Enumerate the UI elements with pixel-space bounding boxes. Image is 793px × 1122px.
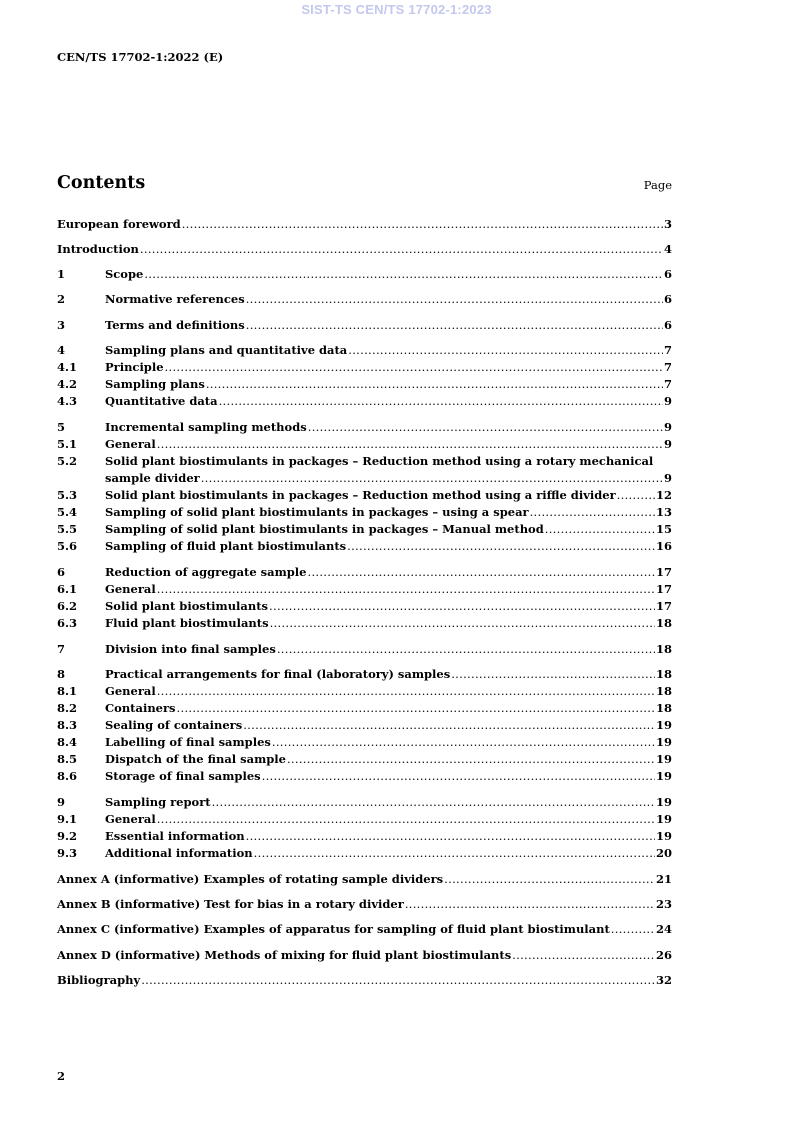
toc-page-number: 17	[655, 565, 672, 579]
toc-title: Sampling of solid plant biostimulants in packages – Manual method	[105, 522, 544, 536]
toc-entry[interactable]	[57, 564, 672, 581]
toc-page-number: 19	[655, 795, 672, 809]
toc-page-number: 20	[655, 846, 672, 860]
toc-title: Annex B (informative) Test for bias in a rotary divider	[57, 897, 404, 911]
toc-entry[interactable]	[57, 521, 672, 538]
toc-title: General	[105, 812, 156, 826]
toc-entry[interactable]	[57, 734, 672, 751]
toc-entry[interactable]	[57, 436, 672, 453]
toc-entry[interactable]	[57, 359, 672, 376]
toc-title: Labelling of final samples	[105, 735, 271, 749]
toc-entry[interactable]	[57, 419, 672, 436]
toc-leader-dots	[451, 666, 655, 683]
toc-entry[interactable]	[57, 700, 672, 717]
toc-page-number: 9	[663, 394, 672, 408]
toc-page-number: 18	[655, 616, 672, 630]
toc-page-number: 19	[655, 735, 672, 749]
toc-title: Incremental sampling methods	[105, 420, 307, 434]
toc-title: Sampling plans	[105, 377, 205, 391]
toc-title: Bibliography	[57, 973, 141, 987]
toc-number: 8.2	[57, 701, 78, 715]
toc-leader-dots	[277, 641, 655, 658]
toc-number: 5.6	[57, 539, 78, 553]
toc-leader-dots	[165, 359, 663, 376]
toc-entry[interactable]	[57, 896, 672, 913]
toc-title: Sampling of solid plant biostimulants in packages – using a spear	[105, 505, 529, 519]
toc-leader-dots	[177, 700, 655, 717]
toc-number: 4.3	[57, 394, 78, 408]
toc-title: European foreword	[57, 217, 181, 231]
toc-leader-dots	[140, 241, 663, 258]
toc-number: 5	[57, 420, 66, 434]
toc-leader-dots	[530, 504, 655, 521]
toc-title: Fluid plant biostimulants	[105, 616, 269, 630]
toc-page-number: 9	[663, 437, 672, 451]
toc-entry[interactable]	[57, 641, 672, 658]
toc-leader-dots	[512, 947, 655, 964]
toc-number: 1	[57, 267, 66, 281]
toc-page-number: 6	[663, 318, 672, 332]
toc-leader-dots	[201, 470, 663, 487]
toc-page-number: 9	[663, 420, 672, 434]
toc-page-number: 18	[655, 701, 672, 715]
toc-page-number: 19	[655, 718, 672, 732]
toc-leader-dots	[254, 845, 655, 862]
toc-title: Practical arrangements for final (laboratory) samples	[105, 667, 451, 681]
toc-entry[interactable]	[57, 683, 672, 700]
toc-title: Reduction of aggregate sample	[105, 565, 307, 579]
toc-entry[interactable]	[57, 615, 672, 632]
toc-leader-dots	[246, 317, 663, 334]
toc-page-number: 23	[655, 897, 672, 911]
toc-number: 6.2	[57, 599, 78, 613]
toc-leader-dots	[157, 436, 663, 453]
toc-title: Sampling plans and quantitative data	[105, 343, 348, 357]
toc-entry[interactable]	[57, 291, 672, 308]
toc-entry[interactable]	[57, 666, 672, 683]
toc-leader-dots	[272, 734, 655, 751]
toc-entry[interactable]	[57, 845, 672, 862]
toc-entry[interactable]	[57, 376, 672, 393]
toc-entry[interactable]	[57, 266, 672, 283]
toc-leader-dots	[206, 376, 663, 393]
toc-page-number: 19	[655, 829, 672, 843]
toc-page-number: 18	[655, 684, 672, 698]
toc-leader-dots	[287, 751, 655, 768]
toc-number: 5.2	[57, 454, 78, 468]
toc-leader-dots	[545, 521, 655, 538]
toc-entry[interactable]	[57, 828, 672, 845]
toc-number: 8.5	[57, 752, 78, 766]
toc-entry[interactable]	[57, 504, 672, 521]
toc-title: Solid plant biostimulants	[105, 599, 269, 613]
toc-leader-dots	[243, 717, 655, 734]
toc-number: 6.3	[57, 616, 78, 630]
toc-title: Solid plant biostimulants in packages – Reduction method using a riffle divider	[105, 488, 616, 502]
toc-leader-dots	[405, 896, 655, 913]
page-number: 2	[57, 1069, 66, 1083]
toc-entry[interactable]	[57, 717, 672, 734]
toc-leader-dots	[157, 811, 655, 828]
toc-number: 5.1	[57, 437, 78, 451]
toc-title: Dispatch of the final sample	[105, 752, 286, 766]
toc-page-number: 17	[655, 599, 672, 613]
toc-page-number: 19	[655, 812, 672, 826]
toc-number: 9.2	[57, 829, 78, 843]
toc-title: Quantitative data	[105, 394, 218, 408]
toc-number: 4.2	[57, 377, 78, 391]
toc-leader-dots	[611, 921, 655, 938]
toc-leader-dots	[269, 598, 655, 615]
toc-number: 8.4	[57, 735, 78, 749]
toc-entry[interactable]	[57, 241, 672, 258]
toc-page-number: 3	[663, 217, 672, 231]
toc-leader-dots	[308, 419, 663, 436]
toc-title: Solid plant biostimulants in packages – Reduction method using a rotary mechanical	[105, 454, 654, 468]
toc-leader-dots	[157, 581, 655, 598]
toc-entry[interactable]	[57, 581, 672, 598]
toc-number: 8.3	[57, 718, 78, 732]
toc-entry[interactable]	[57, 768, 672, 785]
toc-leader-dots	[348, 342, 663, 359]
toc-leader-dots	[182, 216, 663, 233]
toc-number: 8	[57, 667, 66, 681]
toc-number: 4	[57, 343, 66, 357]
toc-entry[interactable]	[57, 972, 672, 989]
toc-page-number: 32	[655, 973, 672, 987]
toc-entry[interactable]	[57, 598, 672, 615]
toc-entry[interactable]	[57, 921, 672, 938]
toc-page-number: 13	[655, 505, 672, 519]
toc-page-number: 16	[655, 539, 672, 553]
toc-title: Annex A (informative) Examples of rotating sample dividers	[57, 872, 444, 886]
toc-number: 6.1	[57, 582, 78, 596]
toc-leader-dots	[347, 538, 655, 555]
toc-title: Scope	[105, 267, 144, 281]
toc-page-number: 26	[655, 948, 672, 962]
toc-entry[interactable]	[57, 342, 672, 359]
toc-leader-dots	[444, 871, 655, 888]
toc-number: 7	[57, 642, 66, 656]
toc-entry[interactable]	[57, 538, 672, 555]
toc-title: General	[105, 582, 156, 596]
toc-entry[interactable]	[57, 794, 672, 811]
toc-leader-dots	[262, 768, 655, 785]
page-title: Contents	[57, 173, 146, 193]
toc-entry[interactable]	[57, 947, 672, 964]
toc-page-number: 15	[655, 522, 672, 536]
toc-page-number: 21	[655, 872, 672, 886]
toc-title: Division into final samples	[105, 642, 276, 656]
toc-title: sample divider	[105, 471, 200, 485]
document-id: CEN/TS 17702-1:2022 (E)	[57, 50, 224, 64]
toc-number: 5.4	[57, 505, 78, 519]
toc-title: Storage of final samples	[105, 769, 261, 783]
toc-page-number: 19	[655, 769, 672, 783]
toc-title: Essential information	[105, 829, 245, 843]
toc-title: Additional information	[105, 846, 253, 860]
toc-page-number: 9	[663, 471, 672, 485]
toc-page-number: 6	[663, 292, 672, 306]
toc-entry[interactable]	[105, 470, 672, 487]
toc-page-number: 12	[655, 488, 672, 502]
toc-leader-dots	[212, 794, 655, 811]
toc-entry[interactable]	[57, 317, 672, 334]
toc-page-number: 7	[663, 377, 672, 391]
toc-page-number: 24	[655, 922, 672, 936]
toc-leader-dots	[246, 828, 655, 845]
toc-number: 5.3	[57, 488, 78, 502]
toc-leader-dots	[141, 972, 655, 989]
toc-title: Containers	[105, 701, 176, 715]
page-column-label: Page	[643, 178, 672, 192]
toc-leader-dots	[144, 266, 663, 283]
toc-entry[interactable]	[57, 751, 672, 768]
toc-page-number: 17	[655, 582, 672, 596]
toc-title: Sealing of containers	[105, 718, 243, 732]
toc-number: 9.1	[57, 812, 78, 826]
watermark: SIST-TS CEN/TS 17702-1:2023	[301, 2, 492, 17]
toc-leader-dots	[307, 564, 655, 581]
toc-entry[interactable]	[57, 811, 672, 828]
toc-page-number: 7	[663, 343, 672, 357]
toc-leader-dots	[157, 683, 655, 700]
toc-number: 9	[57, 795, 66, 809]
toc-title: Introduction	[57, 242, 139, 256]
toc-number: 8.6	[57, 769, 78, 783]
toc-entry[interactable]	[57, 216, 672, 233]
toc-title: Annex C (informative) Examples of apparatus for sampling of fluid plant biostimulant	[57, 922, 610, 936]
toc-number: 6	[57, 565, 66, 579]
toc-number: 3	[57, 318, 66, 332]
toc-leader-dots	[246, 291, 663, 308]
toc-leader-dots	[617, 487, 655, 504]
toc-number: 5.5	[57, 522, 78, 536]
toc-page-number: 18	[655, 642, 672, 656]
toc-page-number: 4	[663, 242, 672, 256]
toc-title: Normative references	[105, 292, 245, 306]
toc-number: 4.1	[57, 360, 78, 374]
toc-leader-dots	[219, 393, 663, 410]
toc-title: Annex D (informative) Methods of mixing for fluid plant biostimulants	[57, 948, 512, 962]
toc-number: 9.3	[57, 846, 78, 860]
toc-number: 2	[57, 292, 66, 306]
toc-number: 8.1	[57, 684, 78, 698]
toc-title: Sampling report	[105, 795, 211, 809]
toc-page-number: 19	[655, 752, 672, 766]
toc-entry[interactable]	[57, 487, 672, 504]
toc-page-number: 6	[663, 267, 672, 281]
toc-page-number: 18	[655, 667, 672, 681]
toc-entry[interactable]	[57, 453, 672, 470]
toc-title: Sampling of fluid plant biostimulants	[105, 539, 347, 553]
toc-leader-dots	[270, 615, 655, 632]
toc-entry[interactable]	[57, 871, 672, 888]
toc-entry[interactable]	[57, 393, 672, 410]
toc-title: General	[105, 437, 156, 451]
toc-page-number: 7	[663, 360, 672, 374]
toc-title: General	[105, 684, 156, 698]
toc-title: Principle	[105, 360, 164, 374]
toc-title: Terms and definitions	[105, 318, 245, 332]
